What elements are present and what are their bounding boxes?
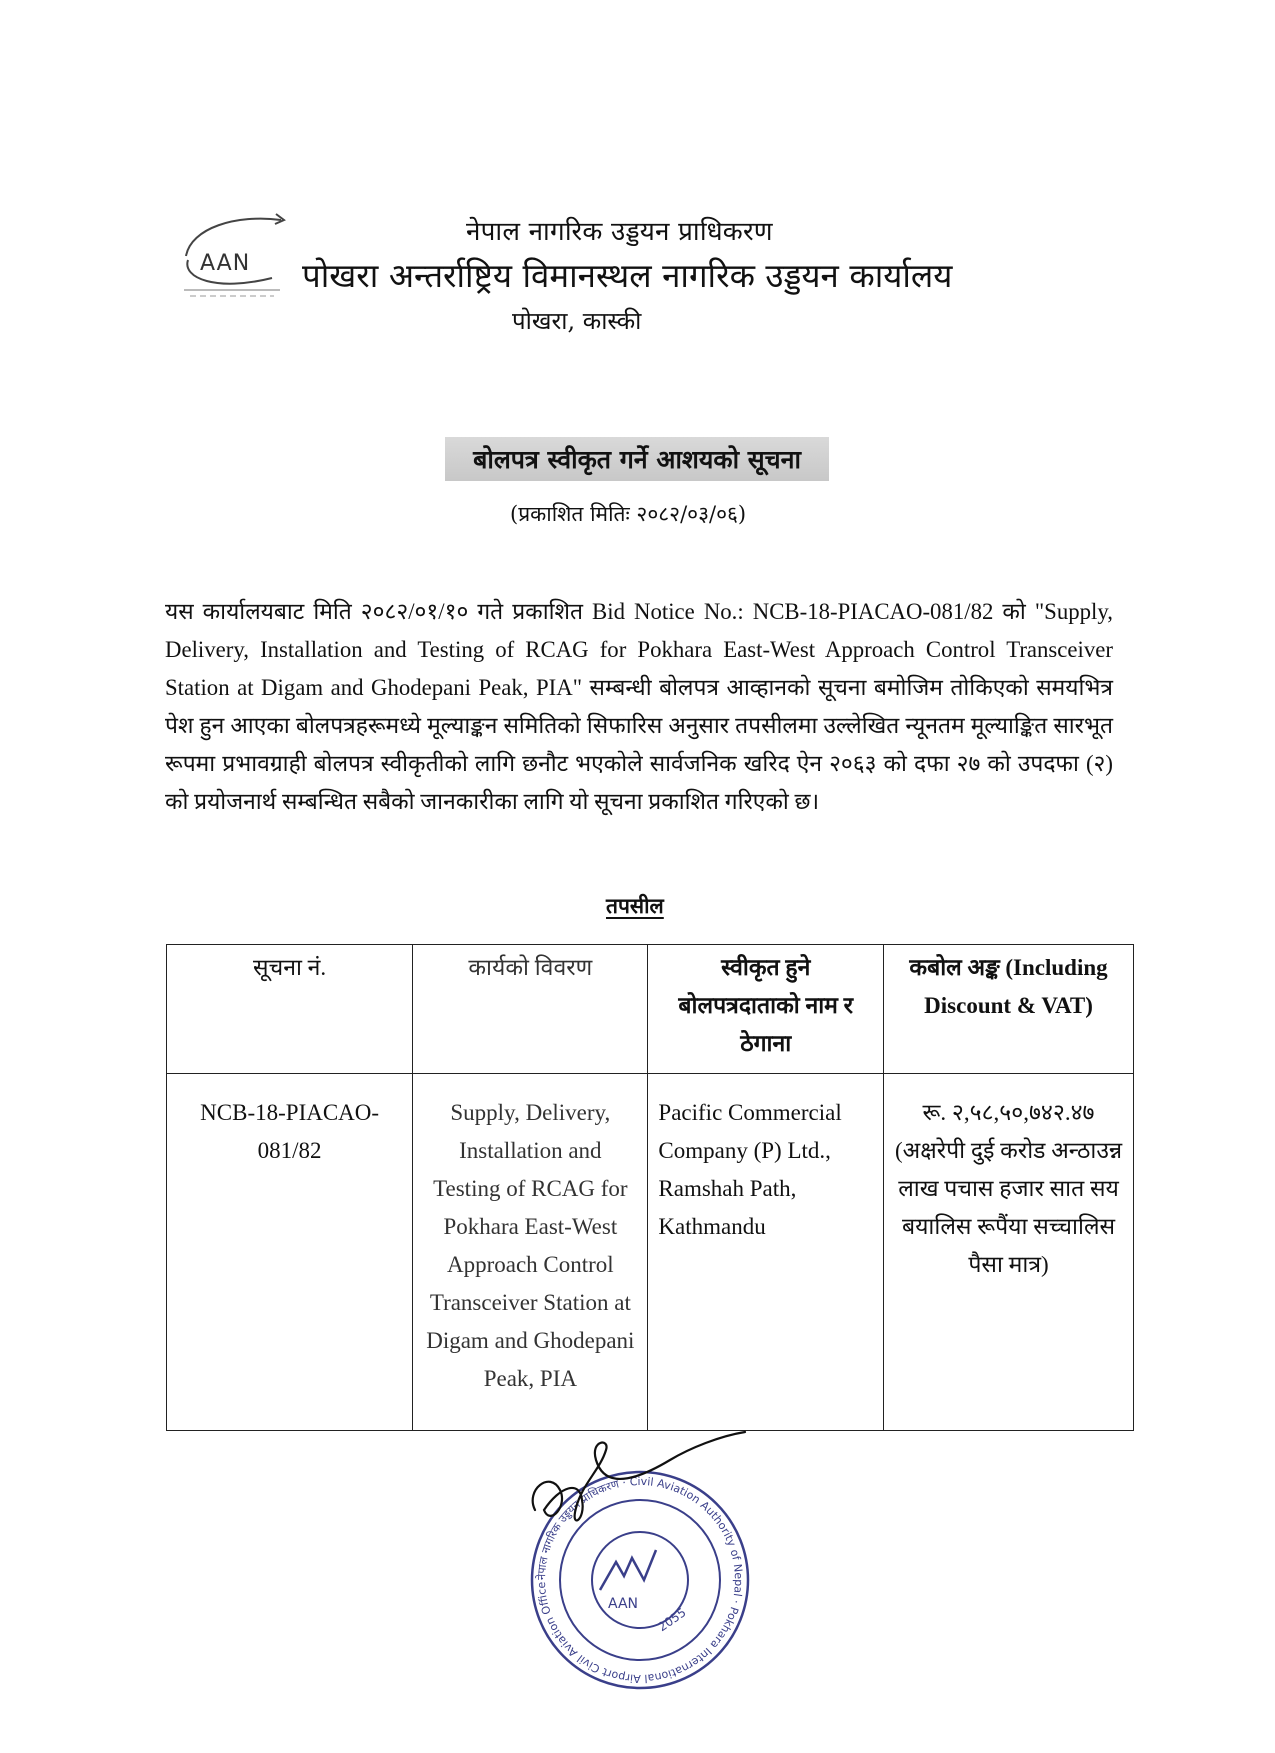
- official-seal: [520, 1430, 760, 1690]
- details-heading: तपसील: [606, 893, 664, 918]
- header-notice-no: सूचना नं.: [167, 945, 413, 1074]
- header-work-description: कार्यको विवरण: [413, 945, 648, 1074]
- seal-center-text: AAN: [608, 1596, 639, 1612]
- header-bid-amount: कबोल अङ्क (Including Discount & VAT): [884, 945, 1134, 1074]
- caan-logo: [176, 208, 296, 308]
- seal-year: 2055: [655, 1605, 689, 1635]
- seal-ring-text: [535, 1475, 745, 1685]
- table-header-row: [167, 945, 1134, 1074]
- org-name-line-1: नेपाल नागरिक उड्डयन प्राधिकरण: [466, 217, 773, 247]
- published-date: (प्रकाशित मितिः २०८२/०३/०६): [510, 502, 747, 526]
- header-bidder: स्वीकृत हुने बोलपत्रदाताको नाम र ठेगाना: [648, 945, 884, 1074]
- notice-title: [445, 437, 829, 481]
- seal-emblem-icon: [600, 1550, 656, 1590]
- cell-work-description: Supply, Delivery, Installation and Testing of RCAG for Pokhara East-West Approach Control Transceiver Station at Digam and Ghodepani Peak, PIA: [413, 1074, 648, 1431]
- org-name-line-2: पोखरा अन्तर्राष्ट्रिय विमानस्थल नागरिक उड्डयन कार्यालय: [302, 256, 953, 295]
- table-row: [167, 1074, 1134, 1431]
- svg-text:AAN: AAN: [200, 251, 251, 276]
- seal-ring-textpath: नेपाल नागरिक उड्डयन प्राधिकरण · Civil Aviation Authority of Nepal · Pokhara International Airport Civil Aviation Office: [534, 1474, 746, 1686]
- seal-outer-ring: [532, 1472, 748, 1688]
- cell-bidder: Pacific Commercial Company (P) Ltd., Ramshah Path, Kathmandu: [648, 1074, 884, 1431]
- details-table: [166, 944, 1134, 1431]
- notice-title-text: बोलपत्र स्वीकृत गर्ने आशयको सूचना: [473, 445, 801, 474]
- cell-bid-amount: रू. २,५८,५०,७४२.४७ (अक्षरेपी दुई करोड अन्ठाउन्न लाख पचास हजार सात सय बयालिस रूपैंया सच्चालिस पैसा मात्र): [884, 1074, 1134, 1431]
- cell-notice-no: NCB-18-PIACAO-081/82: [167, 1074, 413, 1431]
- notice-body: यस कार्यालयबाट मिति २०८२/०१/१० गते प्रकाशित Bid Notice No.: NCB-18-PIACAO-081/82 को "Supply, Delivery, Installation and Testing of RCAG for Pokhara East-West Approach Control Transceiver Station at Digam and Ghodepani Peak, PIA" सम्बन्धी बोलपत्र आव्हानको सूचना बमोजिम तोकिएको समयभित्र पेश हुन आएका बोलपत्रहरूमध्ये मूल्याङ्कन समितिको सिफारिस अनुसार तपसीलमा उल्लेखित न्यूनतम मूल्याङ्कित सारभूत रूपमा प्रभावग्राही बोलपत्र स्वीकृतीको लागि छनौट भएकोले सार्वजनिक खरिद ऐन २०६३ को दफा २७ को उपदफा (२) को प्रयोजनार्थ सम्बन्धित सबैको जानकारीका लागि यो सूचना प्रकाशित गरिएको छ।: [165, 599, 1113, 814]
- org-location: पोखरा, कास्की: [512, 307, 642, 335]
